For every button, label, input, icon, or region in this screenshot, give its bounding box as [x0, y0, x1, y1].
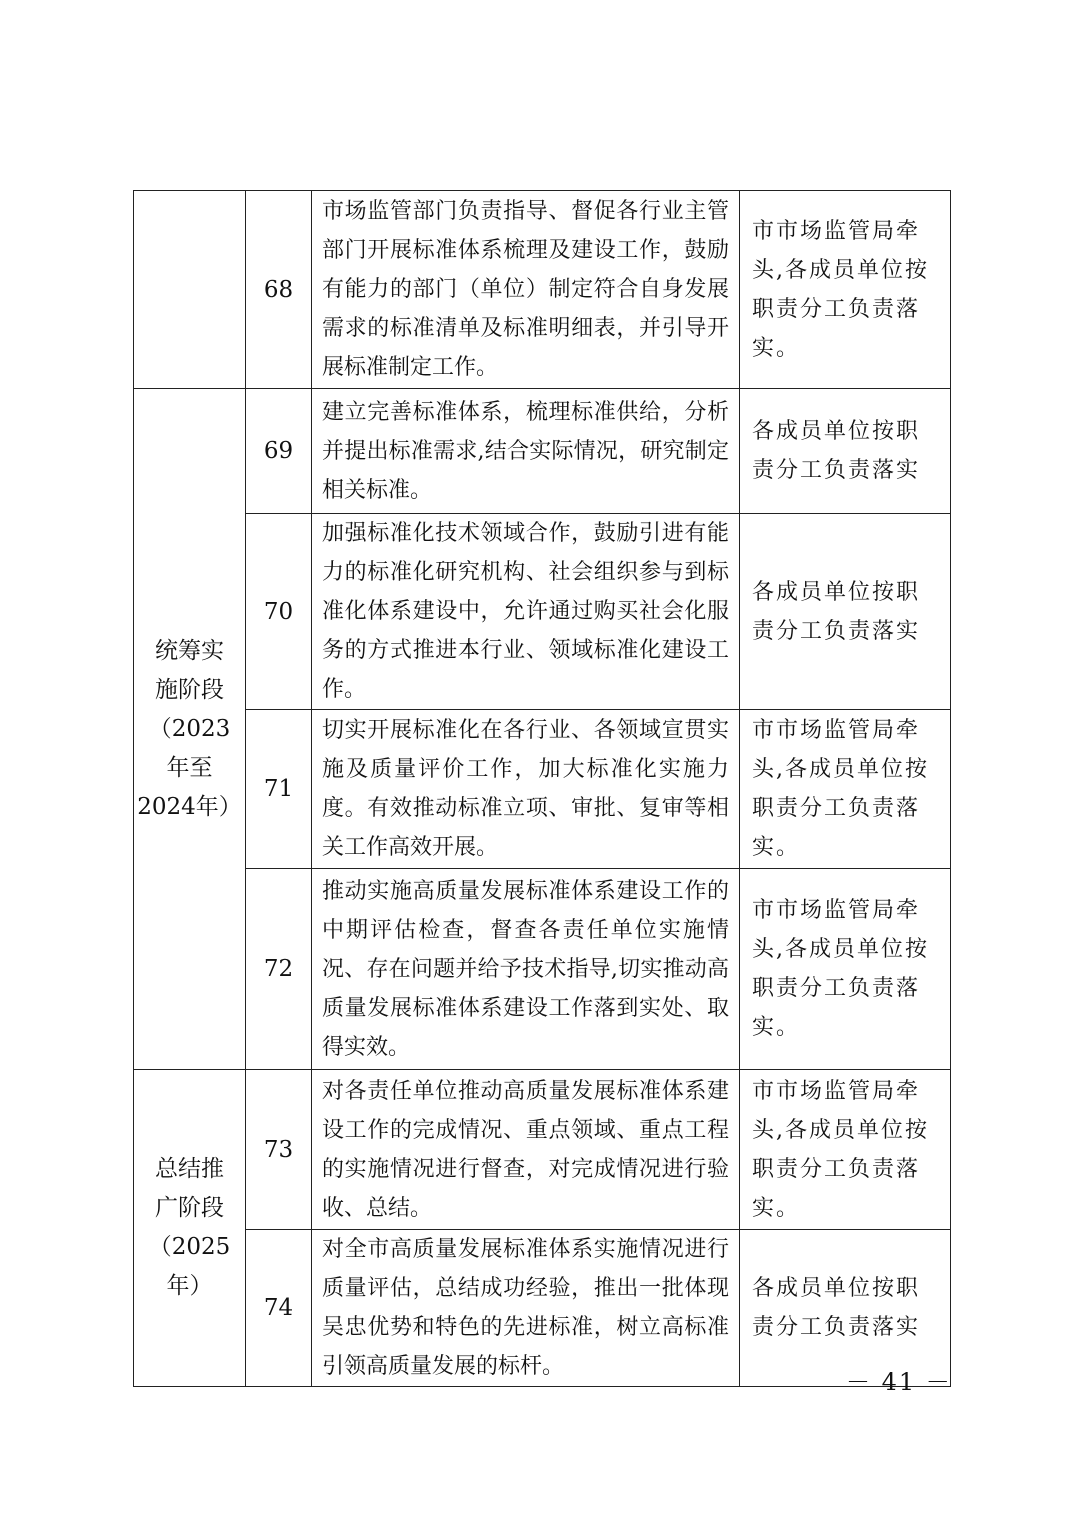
table-row [134, 710, 951, 869]
table-row [134, 389, 951, 514]
task-description: 加强标准化技术领域合作，鼓励引进有能力的标准化研究机构、社会组织参与到标准化体系建设中，允许通过购买社会化服务的方式推进本行业、领域标准化建设工作。 [312, 514, 740, 710]
task-number: 73 [246, 1070, 312, 1230]
table-row [134, 1230, 951, 1387]
stage-line: 2024年） [137, 793, 242, 820]
responsibility: 市市场监管局牵头,各成员单位按职责分工负责落实。 [740, 710, 951, 869]
responsibility: 市市场监管局牵头,各成员单位按职责分工负责落实。 [740, 191, 951, 389]
stage-line: 施阶段 [155, 676, 224, 703]
task-description: 建立完善标准体系，梳理标准供给，分析并提出标准需求,结合实际情况，研究制定相关标准。 [312, 389, 740, 514]
task-number: 71 [246, 710, 312, 869]
task-number: 72 [246, 869, 312, 1070]
stage-line: 广阶段 [155, 1195, 224, 1221]
stage-line: （2023 [148, 715, 231, 742]
table-row [134, 869, 951, 1070]
stage-line: （2025 [148, 1234, 231, 1260]
task-table [133, 190, 951, 1387]
table-row [134, 514, 951, 710]
task-description: 推动实施高质量发展标准体系建设工作的中期评估检查，督查各责任单位实施情况、存在问题并给予技术指导,切实推动高质量发展标准体系建设工作落到实处、取得实效。 [312, 869, 740, 1070]
task-description: 对全市高质量发展标准体系实施情况进行质量评估，总结成功经验，推出一批体现吴忠优势和特色的先进标准，树立高标准引领高质量发展的标杆。 [312, 1230, 740, 1387]
stage-implementation [134, 389, 246, 1070]
page-number: － 41 － [846, 1368, 952, 1396]
responsibility: 市市场监管局牵头,各成员单位按职责分工负责落实。 [740, 1070, 951, 1230]
responsibility: 各成员单位按职责分工负责落实 [740, 1230, 951, 1387]
table-row [134, 1070, 951, 1230]
task-number: 74 [246, 1230, 312, 1387]
stage-line: 统筹实 [155, 637, 224, 664]
stage-summary [134, 1070, 246, 1387]
task-number: 68 [246, 191, 312, 389]
task-description: 切实开展标准化在各行业、各领域宣贯实施及质量评价工作，加大标准化实施力度。有效推动标准立项、审批、复审等相关工作高效开展。 [312, 710, 740, 869]
task-number: 69 [246, 389, 312, 514]
responsibility: 市市场监管局牵头,各成员单位按职责分工负责落实。 [740, 869, 951, 1070]
stage-line: 年至 [166, 754, 213, 781]
task-number: 70 [246, 514, 312, 710]
task-description: 市场监管部门负责指导、督促各行业主管部门开展标准体系梳理及建设工作，鼓励有能力的部门（单位）制定符合自身发展需求的标准清单及标准明细表，并引导开展标准制定工作。 [312, 191, 740, 389]
stage-line: 年） [166, 1273, 213, 1299]
responsibility: 各成员单位按职责分工负责落实 [740, 389, 951, 514]
responsibility: 各成员单位按职责分工负责落实 [740, 514, 951, 710]
stage-line: 总结推 [155, 1156, 224, 1182]
table-row [134, 191, 951, 389]
stage-cell-continued [134, 191, 246, 389]
task-description: 对各责任单位推动高质量发展标准体系建设工作的完成情况、重点领域、重点工程的实施情况进行督查，对完成情况进行验收、总结。 [312, 1070, 740, 1230]
